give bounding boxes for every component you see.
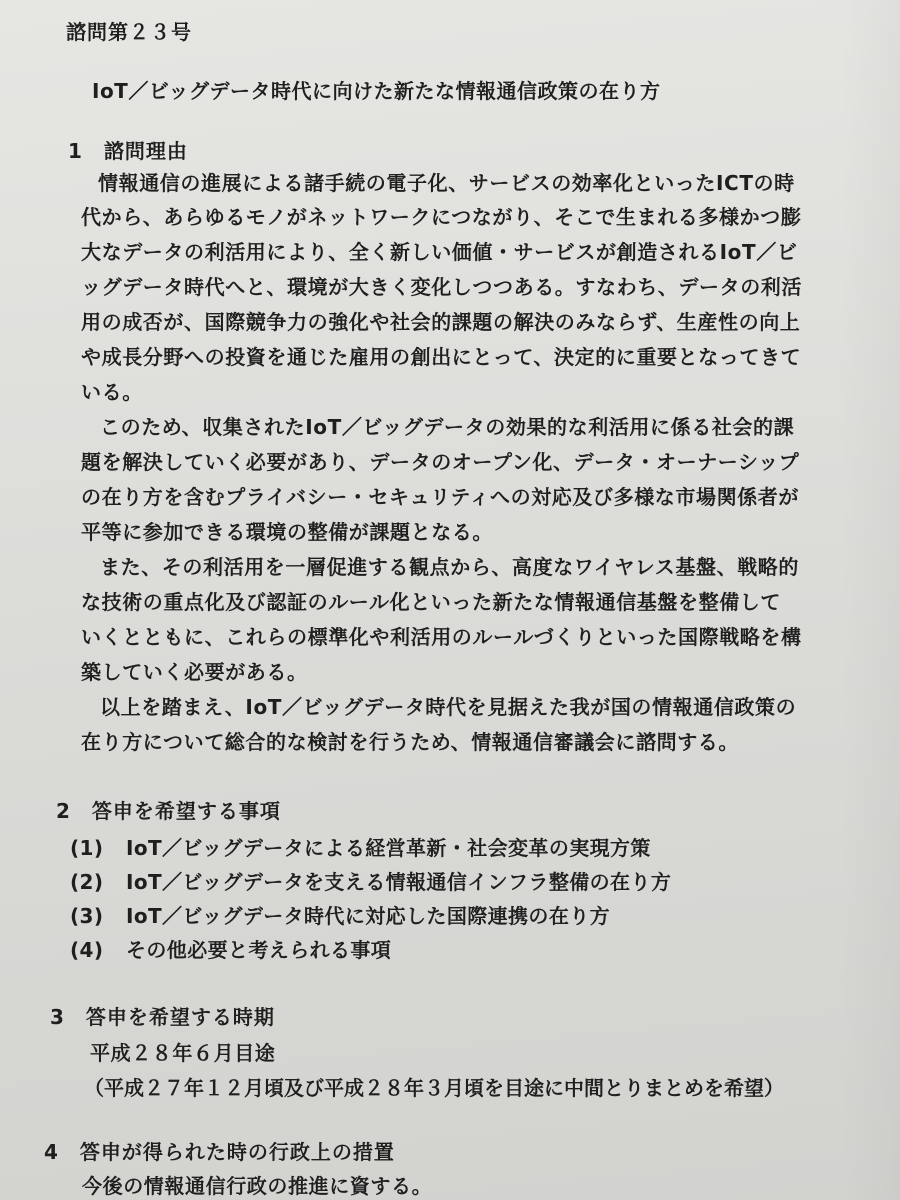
list-item-number: (4) — [70, 938, 104, 962]
paragraph-line: の在り方を含むプライバシー・セキュリティへの対応及び多様な市場関係者が — [81, 485, 799, 509]
paragraph-line: 代から、あらゆるモノがネットワークにつながり、そこで生まれる多様かつ膨 — [81, 205, 802, 229]
paragraph-line: このため、収集されたIoT／ビッグデータの効果的な利活用に係る社会的課 — [100, 415, 795, 439]
section-1-heading: 1 諮問理由 — [68, 139, 188, 163]
page-shadow — [840, 0, 900, 1200]
paragraph-line: ッグデータ時代へと、環境が大きく変化しつつある。すなわち、データの利活 — [81, 275, 802, 299]
paragraph-line: 以上を踏まえ、IoT／ビッグデータ時代を見据えた我が国の情報通信政策の — [100, 695, 797, 719]
list-item-text: IoT／ビッグデータ時代に対応した国際連携の在り方 — [126, 904, 611, 928]
paragraph-line: いる。 — [81, 380, 143, 404]
list-item-number: (2) — [70, 870, 104, 894]
list-item — [70, 832, 651, 861]
list-item-text: その他必要と考えられる事項 — [126, 938, 392, 962]
interim-note: （平成２７年１２月頃及び平成２８年３月頃を目途に中間とりまとめを希望） — [84, 1076, 784, 1100]
paragraph-line: また、その利活用を一層促進する観点から、高度なワイヤレス基盤、戦略的 — [100, 555, 799, 579]
paragraph-line: 在り方について総合的な検討を行うため、情報通信審議会に諮問する。 — [81, 730, 739, 754]
paragraph-line: いくとともに、これらの標準化や利活用のルールづくりといった国際戦略を構 — [81, 625, 802, 649]
list-item-number: (1) — [70, 836, 104, 860]
paragraph-line: 情報通信の進展による諸手続の電子化、サービスの効率化といったICTの時 — [98, 171, 795, 195]
list-item — [70, 900, 610, 929]
paragraph-line: や成長分野への投資を通じた雇用の創出にとって、決定的に重要となってきて — [81, 345, 802, 369]
paragraph-line: 築していく必要がある。 — [81, 660, 308, 684]
paragraph-line: 大なデータの利活用により、全く新しい価値・サービスが創造されるIoT／ビ — [81, 240, 798, 264]
section-3-heading: 3 答申を希望する時期 — [50, 1005, 275, 1029]
paragraph-line: 平等に参加できる環境の整備が課題となる。 — [81, 520, 493, 544]
list-item — [70, 866, 671, 895]
list-item-number: (3) — [70, 904, 104, 928]
list-item — [70, 934, 391, 963]
paragraph-line: な技術の重点化及び認証のルール化といった新たな情報通信基盤を整備して — [81, 590, 781, 614]
list-item-text: IoT／ビッグデータによる経営革新・社会変革の実現方策 — [126, 836, 651, 860]
administrative-measure: 今後の情報通信行政の推進に資する。 — [82, 1174, 433, 1198]
paragraph-line: 題を解決していく必要があり、データのオープン化、データ・オーナーシップ — [81, 450, 800, 474]
list-item-text: IoT／ビッグデータを支える情報通信インフラ整備の在り方 — [126, 870, 672, 894]
paragraph-line: 用の成否が、国際競争力の強化や社会的課題の解決のみならず、生産性の向上 — [81, 310, 801, 334]
section-4-heading: 4 答申が得られた時の行政上の措置 — [44, 1140, 395, 1164]
document-number: 諮問第２３号 — [66, 20, 192, 44]
response-period: 平成２８年６月目途 — [90, 1041, 276, 1065]
section-2-heading: 2 答申を希望する事項 — [56, 799, 281, 823]
document-title: IoT／ビッグデータ時代に向けた新たな情報通信政策の在り方 — [92, 79, 661, 103]
